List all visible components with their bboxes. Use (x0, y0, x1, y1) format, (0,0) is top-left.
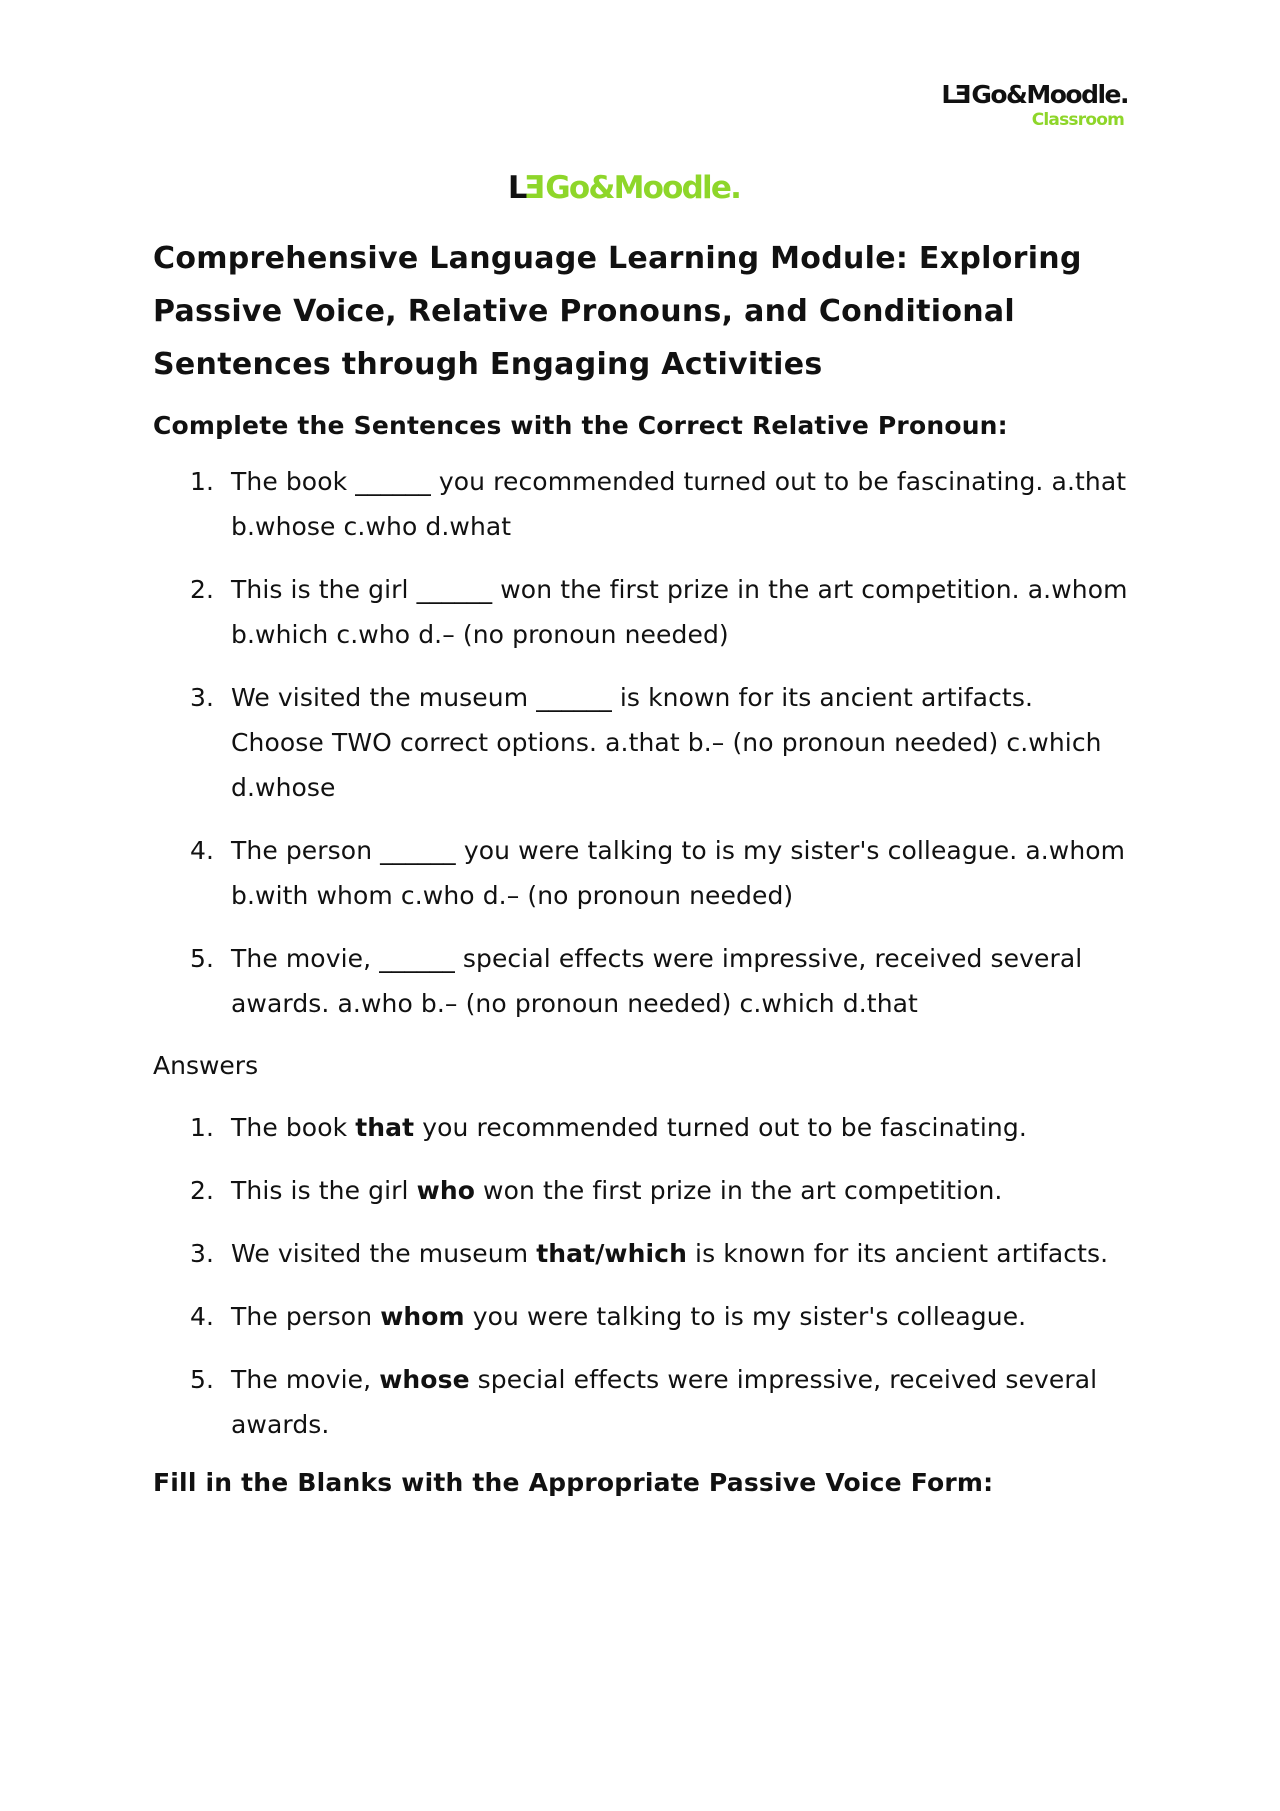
answer-text-after: is known for its ancient artifacts. (687, 1239, 1109, 1268)
question-number: 3. (190, 683, 215, 712)
answer-text-before: The person (231, 1302, 381, 1331)
answer-pronoun: whose (379, 1365, 470, 1394)
question-item (153, 936, 1133, 1026)
question-number: 5. (190, 944, 215, 973)
center-logo (0, 170, 1280, 206)
answer-number: 2. (190, 1176, 215, 1205)
question-number: 4. (190, 836, 215, 865)
answer-list (153, 1105, 1133, 1447)
answer-text-before: The book (231, 1113, 356, 1142)
question-item (153, 459, 1133, 549)
corner-logo-l: L (941, 80, 956, 109)
answer-text-after: special effects were impressive, received several awards. (231, 1365, 1098, 1439)
answer-number: 4. (190, 1302, 215, 1331)
center-logo-text: Go&Moodle. (545, 170, 741, 206)
answer-pronoun: that/which (536, 1239, 687, 1268)
corner-logo-text: Go&Moodle. (971, 80, 1128, 109)
answers-label: Answers (153, 1051, 259, 1080)
question-text: We visited the museum ______ is known for its ancient artifacts. Choose TWO correct options. a.that b.– (no pronoun needed) c.which d.whose (231, 683, 1102, 802)
question-number: 2. (190, 575, 215, 604)
answer-text-after: you recommended turned out to be fascinating. (414, 1113, 1027, 1142)
document-content (153, 232, 1133, 1501)
answer-text-after: won the first prize in the art competition. (475, 1176, 1003, 1205)
answer-text-before: This is the girl (231, 1176, 417, 1205)
answer-pronoun: whom (380, 1302, 465, 1331)
answer-item (153, 1105, 1133, 1150)
answer-item (153, 1231, 1133, 1276)
question-text: The person ______ you were talking to is my sister's colleague. a.whom b.with whom c.who d.– (no pronoun needed) (231, 836, 1126, 910)
answer-number: 1. (190, 1113, 215, 1142)
answer-number: 5. (190, 1365, 215, 1394)
answer-text-before: The movie, (231, 1365, 380, 1394)
question-item (153, 675, 1133, 810)
question-text: The movie, ______ special effects were impressive, received several awards. a.who b.– (no pronoun needed) c.which d.that (231, 944, 1083, 1018)
section1-heading: Complete the Sentences with the Correct Relative Pronoun: (153, 411, 1008, 440)
corner-logo (941, 80, 1128, 130)
question-item (153, 828, 1133, 918)
center-logo-l: L (507, 170, 526, 206)
answer-item (153, 1168, 1133, 1213)
answer-text-after: you were talking to is my sister's colleague. (464, 1302, 1027, 1331)
answer-text-before: We visited the museum (231, 1239, 537, 1268)
question-number: 1. (190, 467, 215, 496)
corner-logo-sub: Classroom (1031, 110, 1124, 130)
center-logo-wordmark (508, 170, 740, 206)
question-text: This is the girl ______ won the first prize in the art competition. a.whom b.which c.who d.– (no pronoun needed) (231, 575, 1128, 649)
answer-item (153, 1357, 1133, 1447)
corner-logo-wordmark (941, 80, 1128, 110)
answer-pronoun: who (416, 1176, 475, 1205)
question-item (153, 567, 1133, 657)
document-title: Comprehensive Language Learning Module: Exploring Passive Voice, Relative Pronouns, and Conditional Sentences through Engaging Activities (153, 241, 1082, 382)
corner-logo-e: E (955, 80, 972, 109)
section2-heading: Fill in the Blanks with the Appropriate Passive Voice Form: (153, 1468, 994, 1497)
answer-item (153, 1294, 1133, 1339)
question-list (153, 459, 1133, 1026)
answer-number: 3. (190, 1239, 215, 1268)
center-logo-e: E (525, 170, 546, 206)
answer-pronoun: that (355, 1113, 415, 1142)
question-text: The book ______ you recommended turned out to be fascinating. a.that b.whose c.who d.what (231, 467, 1127, 541)
